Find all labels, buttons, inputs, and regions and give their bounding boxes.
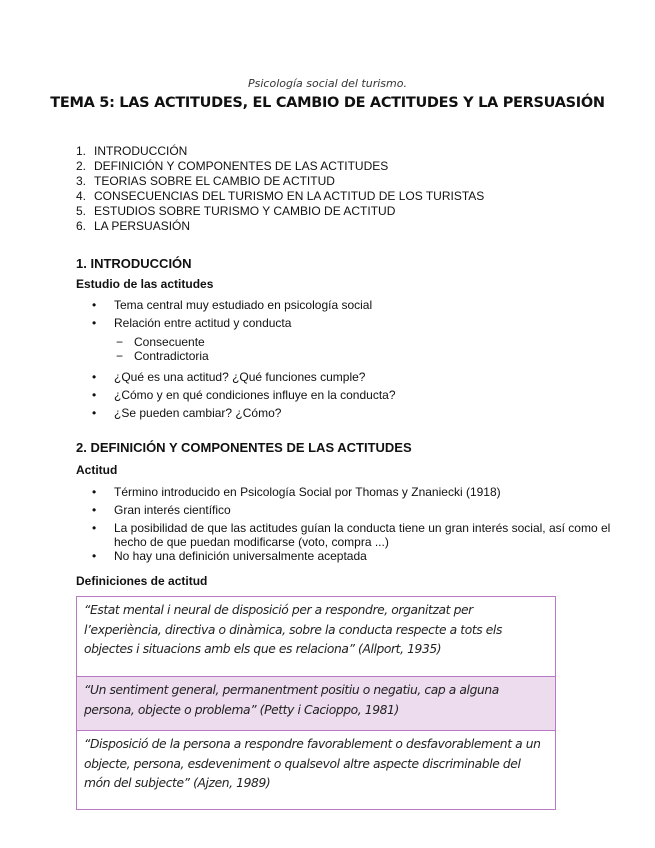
toc-number: 3. xyxy=(76,174,87,188)
definition-cell: “Disposició de la persona a respondre favorablement o desfavorablement a un objecte, persona, esdeveniment o qualsevol altre aspecte discriminable del món del subjecte” (Ajzen, 1989) xyxy=(77,731,556,810)
toc-label: LA PERSUASIÓN xyxy=(94,219,191,233)
toc-number: 1. xyxy=(76,144,87,158)
bullet-item: • ¿Qué es una actitud? ¿Qué funciones cumple? xyxy=(92,370,396,384)
bullet-item: • No hay una definición universalmente aceptada xyxy=(92,549,632,563)
toc-label: ESTUDIOS SOBRE TURISMO Y CAMBIO DE ACTITUD xyxy=(94,204,396,218)
definitions-table xyxy=(76,596,556,810)
toc-number: 2. xyxy=(76,159,87,173)
toc-number: 6. xyxy=(76,219,87,233)
toc-label: DEFINICIÓN Y COMPONENTES DE LAS ACTITUDES xyxy=(94,159,389,173)
toc-item xyxy=(76,174,484,189)
bullet-list xyxy=(92,298,372,334)
bullet-item: • Gran interés científico xyxy=(92,503,632,517)
toc-item xyxy=(76,189,484,204)
bullet-item: • Término introducido en Psicología Social por Thomas y Znaniecki (1918) xyxy=(92,485,632,499)
definition-cell: “Un sentiment general, permanentment positiu o negatiu, cap a alguna persona, objecte o problema” (Petty i Cacioppo, 1981) xyxy=(77,677,556,731)
dash-item: − Contradictoria xyxy=(116,349,209,363)
toc-number: 4. xyxy=(76,189,87,203)
document-subtitle: Psicología social del turismo. xyxy=(248,77,407,90)
toc-item xyxy=(76,144,484,159)
subheading: Estudio de las actitudes xyxy=(76,277,214,291)
definition-cell: “Estat mental i neural de disposició per a respondre, organitzat per l’experiència, directiva o dinàmica, sobre la conducta respecte a tots els objectes i situacions amb els que es relaciona” (Allport, 1935) xyxy=(77,597,556,677)
section-heading: 1. INTRODUCCIÓN xyxy=(76,256,192,271)
bullet-item: • La posibilidad de que las actitudes guían la conducta tiene un gran interés social, así como el hecho de que puedan modificarse (voto, compra ...) xyxy=(92,521,632,549)
subheading: Definiciones de actitud xyxy=(76,574,208,588)
toc-item xyxy=(76,219,484,234)
dash-list xyxy=(116,335,209,363)
subheading: Actitud xyxy=(76,463,118,477)
bullet-list xyxy=(92,370,396,424)
bullet-item: • ¿Se pueden cambiar? ¿Cómo? xyxy=(92,406,396,420)
toc-label: TEORIAS SOBRE EL CAMBIO DE ACTITUD xyxy=(94,174,335,188)
toc-label: CONSECUENCIAS DEL TURISMO EN LA ACTITUD DE LOS TURISTAS xyxy=(94,189,485,203)
bullet-item: • Tema central muy estudiado en psicología social xyxy=(92,298,372,312)
bullet-list xyxy=(92,485,632,567)
toc-label: INTRODUCCIÓN xyxy=(94,144,188,158)
toc-number: 5. xyxy=(76,204,87,218)
document-title: TEMA 5: LAS ACTITUDES, EL CAMBIO DE ACTITUDES Y LA PERSUASIÓN xyxy=(50,95,605,111)
bullet-item: • Relación entre actitud y conducta xyxy=(92,316,372,330)
section-heading: 2. DEFINICIÓN Y COMPONENTES DE LAS ACTITUDES xyxy=(76,440,412,455)
dash-item: − Consecuente xyxy=(116,335,209,349)
toc-item xyxy=(76,204,484,219)
bullet-item: • ¿Cómo y en qué condiciones influye en la conducta? xyxy=(92,388,396,402)
toc-item xyxy=(76,159,484,174)
table-of-contents xyxy=(76,144,484,234)
